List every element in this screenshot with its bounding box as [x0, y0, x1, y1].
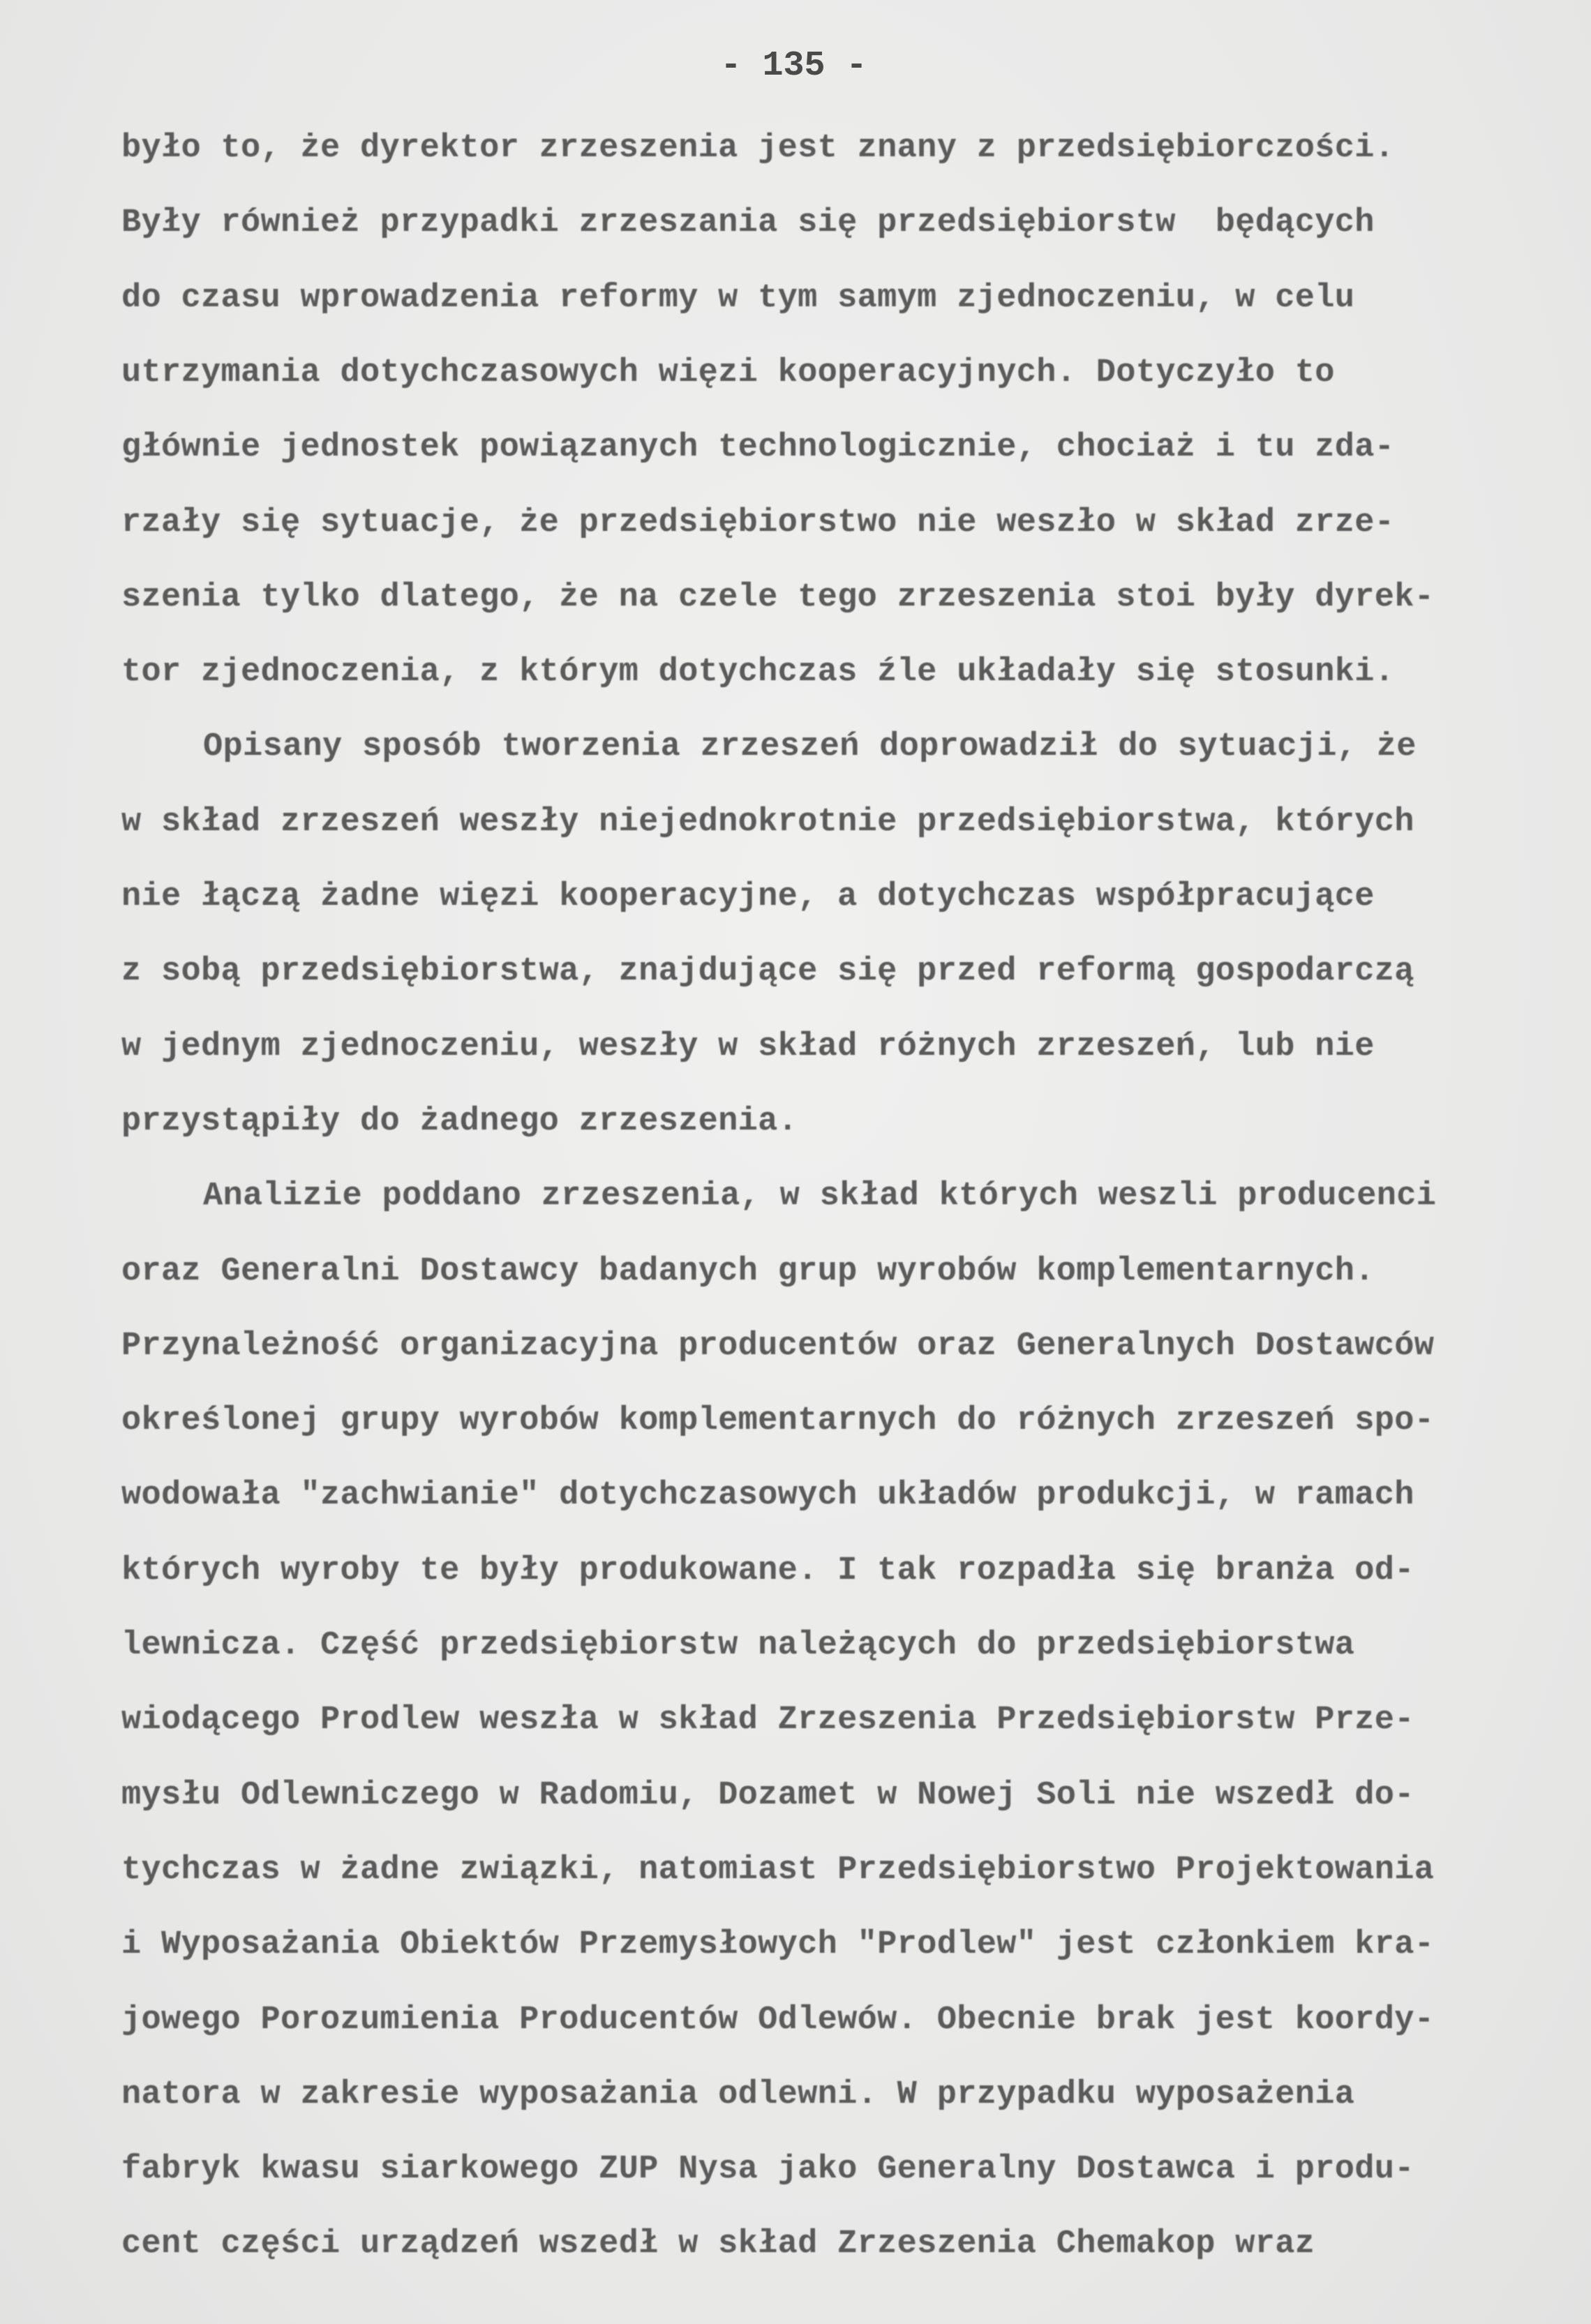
text-line: Analizie poddano zrzeszenia, w skład których weszli producenci — [203, 1178, 1437, 1215]
text-line: do czasu wprowadzenia reformy w tym samym zjednoczeniu, w celu — [121, 279, 1355, 317]
text-line: tychczas w żadne związki, natomiast Przedsiębiorstwo Projektowania — [121, 1851, 1435, 1889]
text-line: fabryk kwasu siarkowego ZUP Nysa jako Generalny Dostawca i produ- — [121, 2151, 1414, 2189]
text-line: oraz Generalni Dostawcy badanych grup wyrobów komplementarnych. — [121, 1252, 1375, 1290]
page-number: - 135 - — [720, 46, 867, 86]
text-line: w jednym zjednoczeniu, weszły w skład różnych zrzeszeń, lub nie — [121, 1028, 1375, 1065]
text-line: mysłu Odlewniczego w Radomiu, Dozamet w Nowej Soli nie wszedł do- — [121, 1776, 1414, 1814]
text-line: których wyroby te były produkowane. I tak rozpadła się branża od- — [121, 1552, 1414, 1589]
text-line: z sobą przedsiębiorstwa, znajdujące się przed reformą gospodarczą — [121, 953, 1414, 991]
text-line: było to, że dyrektor zrzeszenia jest znany z przedsiębiorczości. — [121, 130, 1395, 167]
text-line: natora w zakresie wyposażania odlewni. W przypadku wyposażenia — [121, 2076, 1355, 2113]
text-line: utrzymania dotychczasowych więzi kooperacyjnych. Dotyczyło to — [121, 354, 1335, 391]
text-line: określonej grupy wyrobów komplementarnych do różnych zrzeszeń spo- — [121, 1402, 1435, 1440]
text-line: Były również przypadki zrzeszania się przedsiębiorstw będących — [121, 204, 1375, 242]
text-line: Przynależność organizacyjna producentów oraz Generalnych Dostawców — [121, 1327, 1435, 1365]
text-line: rzały się sytuacje, że przedsiębiorstwo nie weszło w skład zrze- — [121, 504, 1395, 541]
text-line: przystąpiły do żadnego zrzeszenia. — [121, 1102, 798, 1140]
text-line: cent części urządzeń wszedł w skład Zrzeszenia Chemakop wraz — [121, 2226, 1315, 2263]
text-line: szenia tylko dlatego, że na czele tego zrzeszenia stoi były dyrek- — [121, 578, 1435, 616]
text-line: wodowała "zachwianie" dotychczasowych układów produkcji, w ramach — [121, 1477, 1414, 1515]
text-line: jowego Porozumienia Producentów Odlewów. Obecnie brak jest koordy- — [121, 2001, 1435, 2039]
text-line: w skład zrzeszeń weszły niejednokrotnie przedsiębiorstwa, których — [121, 803, 1414, 841]
text-line: Opisany sposób tworzenia zrzeszeń doprowadził do sytuacji, że — [203, 728, 1417, 766]
text-line: wiodącego Prodlew weszła w skład Zrzeszenia Przedsiębiorstw Prze- — [121, 1702, 1414, 1739]
text-line: głównie jednostek powiązanych technologicznie, chociaż i tu zda- — [121, 429, 1395, 467]
text-line: nie łączą żadne więzi kooperacyjne, a dotychczas współpracujące — [121, 878, 1375, 915]
text-line: lewnicza. Część przedsiębiorstw należących do przedsiębiorstwa — [121, 1627, 1355, 1664]
text-line: tor zjednoczenia, z którym dotychczas źle układały się stosunki. — [121, 654, 1395, 691]
text-line: i Wyposażania Obiektów Przemysłowych "Prodlew" jest członkiem kra- — [121, 1926, 1435, 1964]
